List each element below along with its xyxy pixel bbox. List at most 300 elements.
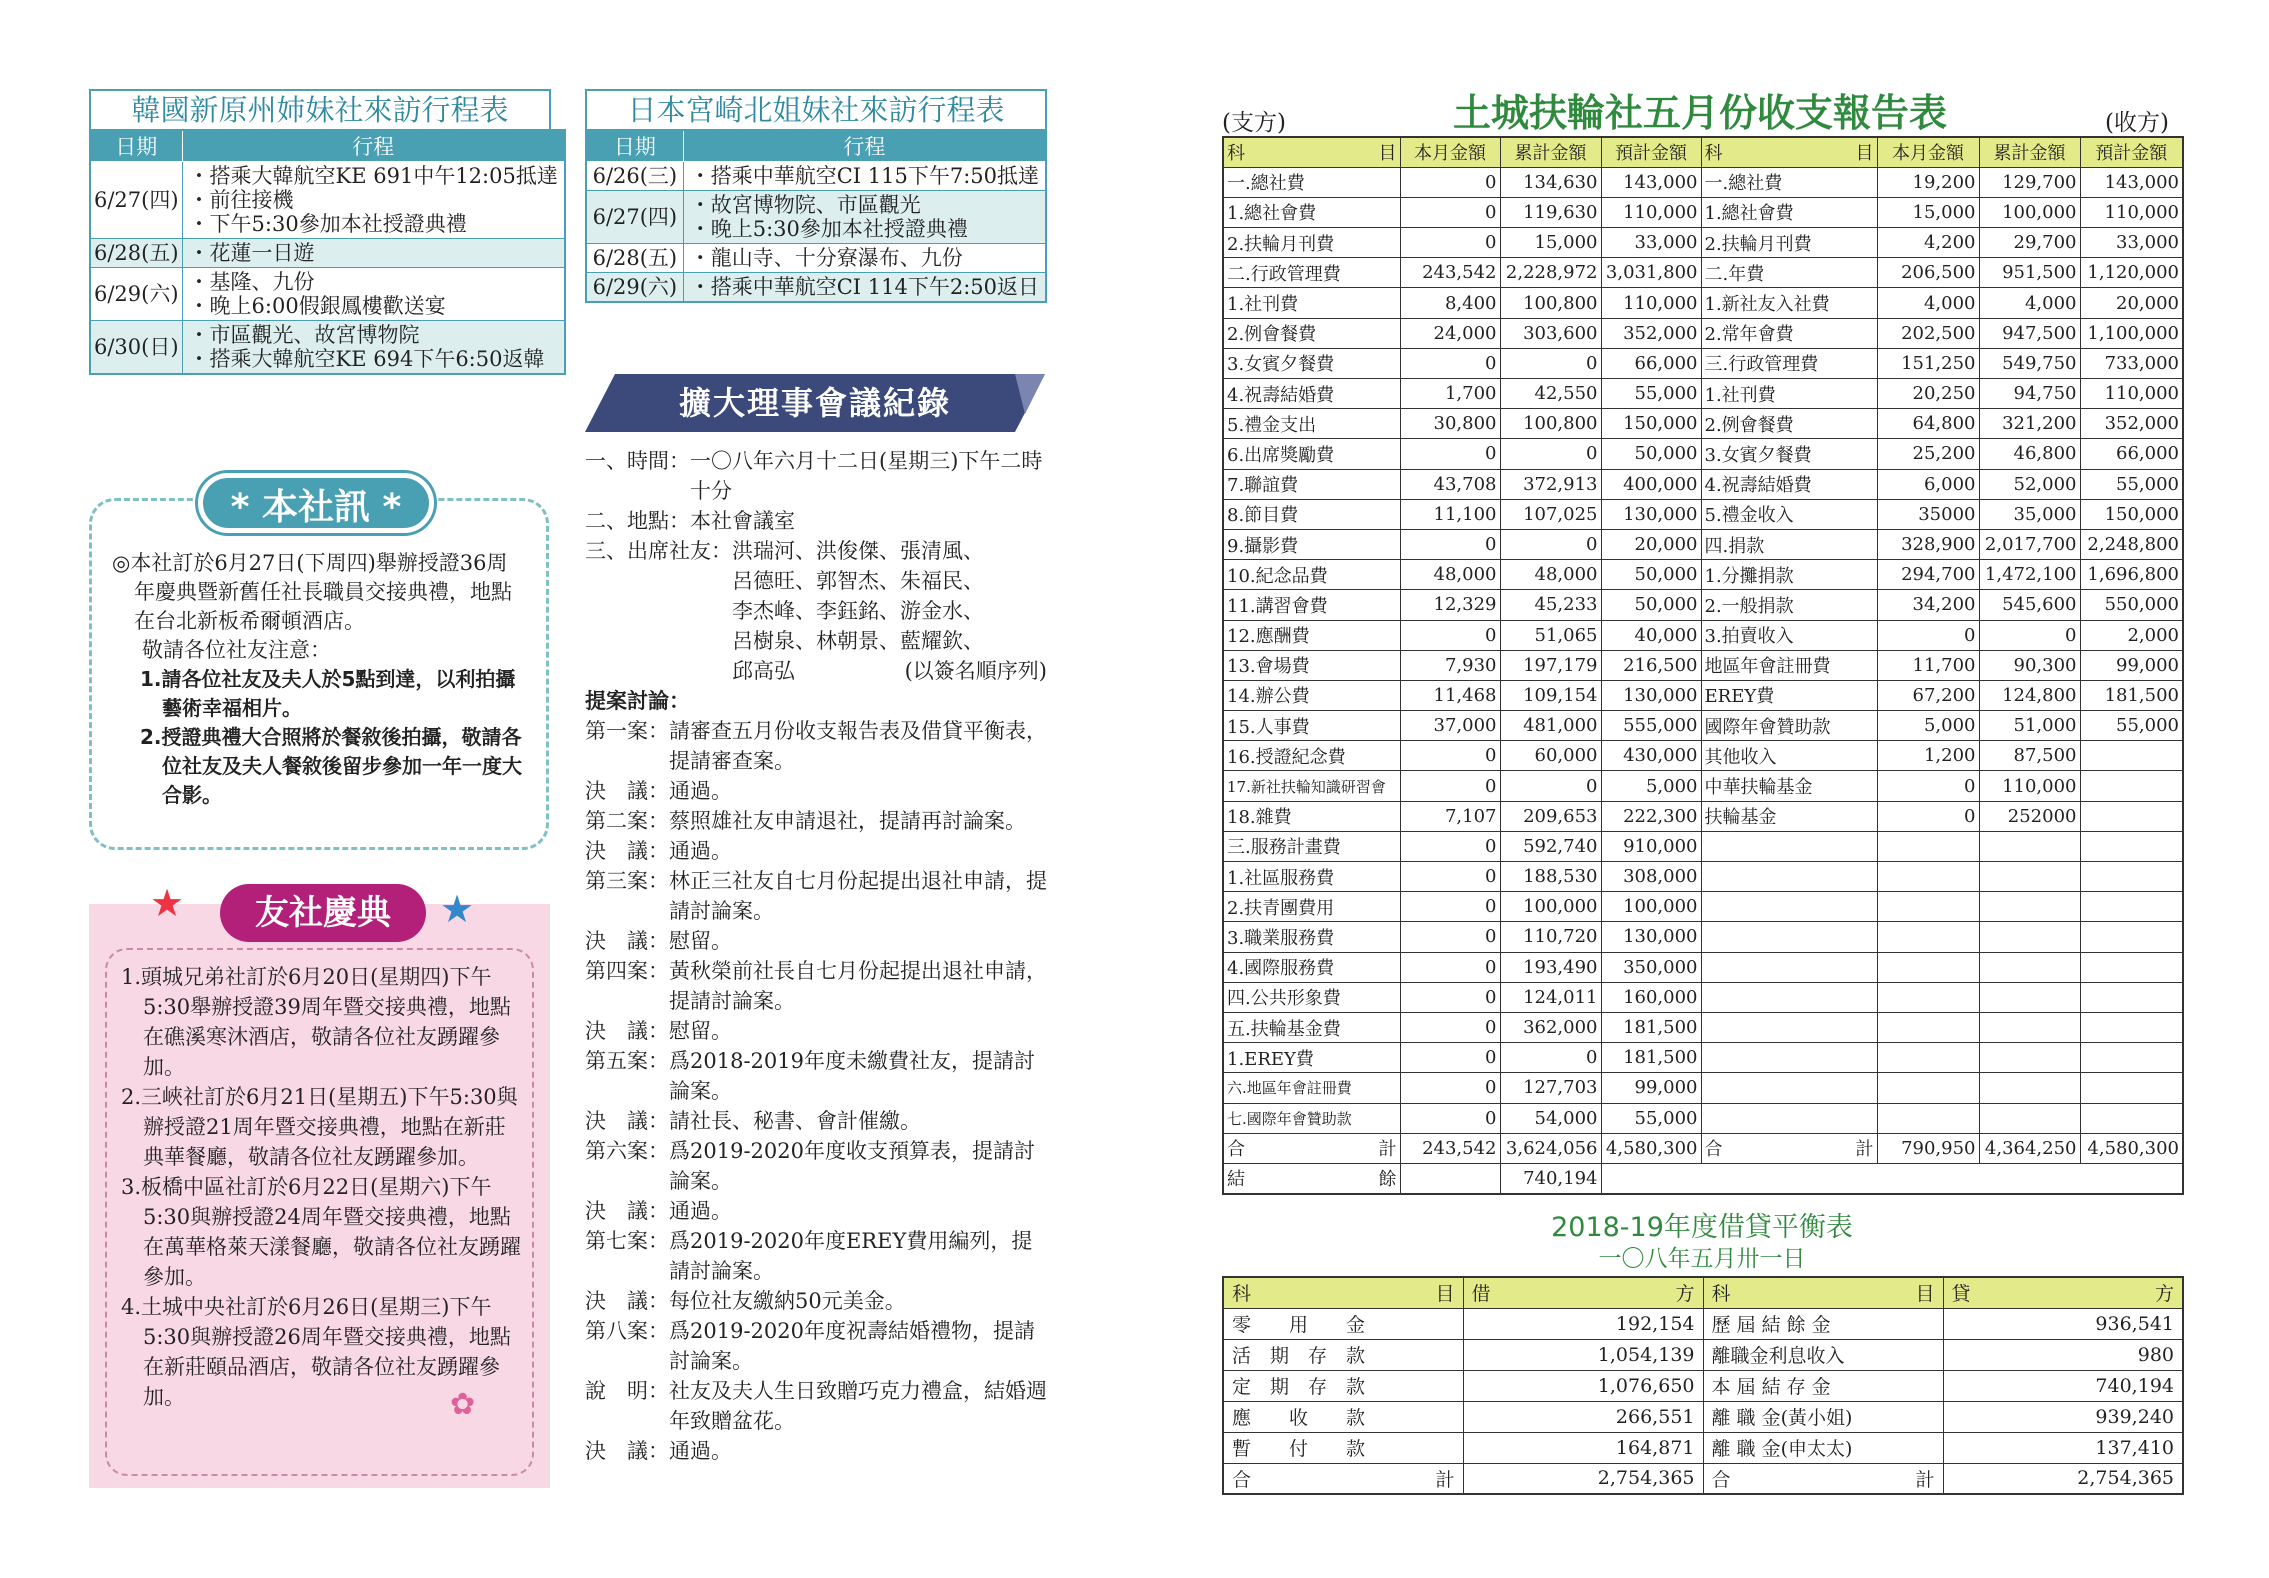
income-cum: 94,750 (1979, 379, 2080, 409)
proposal-text: 請社長、秘書、會計催繳。 (669, 1109, 921, 1133)
income-month: 20,250 (1877, 379, 1979, 409)
proposal-label: 說 明： (585, 1379, 669, 1403)
expense-cum: 134,630 (1500, 167, 1601, 197)
total-label: 計 (1378, 1139, 1397, 1161)
expense-cum: 48,000 (1500, 560, 1601, 590)
proposal-label: 決 議： (585, 779, 669, 803)
income-month: 19,200 (1877, 167, 1979, 197)
expense-month: 43,708 (1400, 469, 1500, 499)
income-subject: 2.常年會費 (1701, 318, 1877, 348)
subject-header: 目 (1915, 1283, 1935, 1306)
proposal-row (585, 1376, 1047, 1436)
empty-cell (1979, 892, 2080, 922)
expense-budget: 350,000 (1601, 952, 1701, 982)
empty-cell (1979, 982, 2080, 1012)
expense-month: 7,107 (1400, 801, 1500, 831)
credit-subject: 離 職 金(黃小姐) (1703, 1401, 1943, 1432)
expense-month: 30,800 (1400, 409, 1500, 439)
expense-cum: 100,000 (1500, 892, 1601, 922)
total-label: 合 (1704, 1139, 1723, 1161)
report-surplus-row (1223, 1163, 2183, 1193)
credit-subject: 本 屆 結 存 金 (1703, 1370, 1943, 1401)
expense-cum: 0 (1500, 1043, 1601, 1073)
friend-event: 3.板橋中區社訂於6月22日(星期六)下午5:30與辦授證24周年暨交接典禮，地點在萬華格萊天漾餐廳，敬請各位社友踴躍參加。 (121, 1175, 521, 1289)
expense-budget: 143,000 (1601, 167, 1701, 197)
report-row (1223, 228, 2183, 258)
empty-cell (1877, 862, 1979, 892)
empty-cell (1877, 922, 1979, 952)
expense-budget: 181,500 (1601, 1012, 1701, 1042)
income-cum: 549,750 (1979, 348, 2080, 378)
credit-amount: 137,410 (1943, 1432, 2183, 1463)
report-row (1223, 952, 2183, 982)
proposals-title: 提案討論： (585, 689, 690, 713)
expense-cum: 209,653 (1500, 801, 1601, 831)
income-budget: 1,120,000 (2080, 258, 2183, 288)
report-row (1223, 1043, 2183, 1073)
schedule-row (586, 273, 1046, 303)
report-row (1223, 892, 2183, 922)
expense-budget: 150,000 (1601, 409, 1701, 439)
income-budget: 352,000 (2080, 409, 2183, 439)
credit-subject: 離 職 金(申太太) (1703, 1432, 1943, 1463)
expense-month: 0 (1400, 922, 1500, 952)
proposal-text: 通過。 (669, 1439, 732, 1463)
debit-amount: 266,551 (1463, 1401, 1703, 1432)
income-month: 15,000 (1877, 197, 1979, 227)
expense-budget: 5,000 (1601, 771, 1701, 801)
report-row (1223, 982, 2183, 1012)
expense-budget: 130,000 (1601, 499, 1701, 529)
empty-cell (2080, 862, 2183, 892)
income-budget: 55,000 (2080, 469, 2183, 499)
income-subject: 1.社刊費 (1701, 379, 1877, 409)
expense-cum: 372,913 (1500, 469, 1601, 499)
debit-subject: 暫 付 款 (1223, 1432, 1463, 1463)
balance-row (1223, 1432, 2183, 1463)
income-subject: 1.分攤捐款 (1701, 560, 1877, 590)
income-subject: 4.祝壽結婚費 (1701, 469, 1877, 499)
total-label (1223, 1463, 1463, 1494)
empty-cell (1701, 831, 1877, 861)
income-subject: 其他收入 (1701, 741, 1877, 771)
expense-month: 0 (1400, 197, 1500, 227)
attendees-line: 李杰峰、李鈺銘、游金水、 (732, 599, 984, 623)
expense-budget: 50,000 (1601, 439, 1701, 469)
expense-subject: 15.人事費 (1223, 711, 1400, 741)
expense-cum: 42,550 (1500, 379, 1601, 409)
expense-budget: 400,000 (1601, 469, 1701, 499)
credit-header: 方 (2154, 1283, 2174, 1306)
club-news-badge: * 本社訊 * (198, 473, 434, 533)
report-row (1223, 862, 2183, 892)
income-subject: EREY費 (1701, 680, 1877, 710)
proposal-text: 爲2019-2020年度EREY費用編列，提請討論案。 (669, 1229, 1033, 1283)
expense-budget: 430,000 (1601, 741, 1701, 771)
proposal-row (585, 1106, 1047, 1136)
club-news (89, 498, 549, 850)
report-row (1223, 1012, 2183, 1042)
subject-header: 目 (1435, 1283, 1455, 1306)
debit-header: 借 (1471, 1283, 1491, 1306)
expense-month: 0 (1400, 831, 1500, 861)
empty-cell (1979, 831, 2080, 861)
budget-header: 預計金額 (2080, 137, 2183, 167)
trip-line: ・搭乘中華航空CI 115下午7:50抵達 (689, 164, 1039, 188)
expense-budget: 555,000 (1601, 711, 1701, 741)
report-row (1223, 801, 2183, 831)
empty-cell (1877, 982, 1979, 1012)
month-header: 本月金額 (1400, 137, 1500, 167)
expense-month: 12,329 (1400, 590, 1500, 620)
income-budget: 66,000 (2080, 439, 2183, 469)
expense-subject: 3.職業服務費 (1223, 922, 1400, 952)
report-row (1223, 590, 2183, 620)
expense-budget: 66,000 (1601, 348, 1701, 378)
subject-header: 科 (1704, 143, 1723, 165)
credit-amount: 936,541 (1943, 1308, 2183, 1339)
trip-line: ・基隆、九份 (188, 270, 315, 294)
schedule-row (586, 162, 1046, 191)
income-subject: 地區年會註冊費 (1701, 650, 1877, 680)
proposal-label: 決 議： (585, 1439, 669, 1463)
schedule-row (90, 268, 565, 321)
trip-line: ・下午5:30參加本社授證典禮 (188, 212, 467, 236)
credit-subject: 離職金利息收入 (1703, 1339, 1943, 1370)
expense-budget: 55,000 (1601, 379, 1701, 409)
income-budget: 33,000 (2080, 228, 2183, 258)
income-month: 67,200 (1877, 680, 1979, 710)
expense-subject: 2.扶青團費用 (1223, 892, 1400, 922)
expense-budget: 160,000 (1601, 982, 1701, 1012)
attendees-list (732, 536, 1047, 686)
income-budget: 55,000 (2080, 711, 2183, 741)
income-subject: 三.行政管理費 (1701, 348, 1877, 378)
expense-subject: 三.服務計畫費 (1223, 831, 1400, 861)
proposal-row (585, 1226, 1047, 1286)
expense-cum: 2,228,972 (1500, 258, 1601, 288)
debit-amount: 1,076,650 (1463, 1370, 1703, 1401)
trip-line: ・搭乘大韓航空KE 691中午12:05抵達 (188, 164, 558, 188)
proposal-row (585, 1136, 1047, 1196)
expense-cum: 0 (1500, 771, 1601, 801)
expense-subject: 7.聯誼費 (1223, 469, 1400, 499)
empty-cell (2080, 831, 2183, 861)
report-row (1223, 258, 2183, 288)
empty-cell (1701, 1012, 1877, 1042)
income-month: 202,500 (1877, 318, 1979, 348)
proposal-label: 決 議： (585, 929, 669, 953)
expense-cum: 100,800 (1500, 288, 1601, 318)
total-label (1223, 1133, 1400, 1163)
income-budget: 181,500 (2080, 680, 2183, 710)
budget-header: 預計金額 (1601, 137, 1701, 167)
trip-line: ・晚上6:00假銀鳳樓歡送宴 (188, 294, 446, 318)
empty-cell (1877, 831, 1979, 861)
schedule-trip (683, 191, 1046, 244)
expense-subject: 2.扶輪月刊費 (1223, 228, 1400, 258)
expense-subject: 4.祝壽結婚費 (1223, 379, 1400, 409)
expense-subject: 17.新社扶輪知識研習會 (1223, 771, 1400, 801)
date-header: 日期 (90, 130, 182, 162)
expense-month: 0 (1400, 982, 1500, 1012)
expense-budget: 910,000 (1601, 831, 1701, 861)
trip-line: ・前往接機 (188, 188, 294, 212)
expense-month: 11,468 (1400, 680, 1500, 710)
trip-line: ・龍山寺、十分寮瀑布、九份 (689, 246, 963, 270)
expense-month: 11,100 (1400, 499, 1500, 529)
income-budget: 2,248,800 (2080, 529, 2183, 559)
korea-schedule-table (89, 129, 566, 375)
report-row (1223, 680, 2183, 710)
expense-budget: 50,000 (1601, 560, 1701, 590)
proposal-text: 社友及夫人生日致贈巧克力禮盒，結婚週年致贈盆花。 (669, 1379, 1047, 1433)
empty-cell (1701, 892, 1877, 922)
report-row (1223, 771, 2183, 801)
proposal-row (585, 716, 1047, 776)
right-tag: (收方) (2105, 110, 2169, 136)
trip-header: 行程 (182, 130, 565, 162)
subject-header: 目 (1855, 143, 1874, 165)
total-label (1701, 1133, 1877, 1163)
proposal-label: 第二案： (585, 809, 669, 833)
expense-subject: 六.地區年會註冊費 (1223, 1073, 1400, 1103)
proposal-label: 第三案： (585, 869, 669, 893)
report-row (1223, 167, 2183, 197)
proposal-text: 通過。 (669, 1199, 732, 1223)
debit-header: 方 (1675, 1283, 1695, 1306)
income-total: 4,364,250 (1979, 1133, 2080, 1163)
debit-amount: 192,154 (1463, 1308, 1703, 1339)
income-month: 0 (1877, 801, 1979, 831)
empty-cell (1979, 862, 2080, 892)
income-cum: 46,800 (1979, 439, 2080, 469)
income-subject: 二.年費 (1701, 258, 1877, 288)
empty-cell (1877, 952, 1979, 982)
schedule-row (90, 239, 565, 268)
proposal-text: 爲2019-2020年度收支預算表，提請討論案。 (669, 1139, 1035, 1193)
subject-header: 目 (1378, 143, 1397, 165)
expense-month: 0 (1400, 1103, 1500, 1133)
attendees-line: 呂德旺、郭智杰、朱福民、 (732, 569, 984, 593)
income-total: 790,950 (1877, 1133, 1979, 1163)
income-budget: 1,696,800 (2080, 560, 2183, 590)
income-month: 328,900 (1877, 529, 1979, 559)
attendees-line: 邱高弘 (732, 659, 795, 683)
proposal-list (585, 716, 1047, 1466)
club-news-box (89, 498, 549, 850)
proposal-text: 每位社友繳納50元美金。 (669, 1289, 906, 1313)
empty-cell (1979, 1012, 2080, 1042)
income-budget: 550,000 (2080, 590, 2183, 620)
expense-month: 0 (1400, 1073, 1500, 1103)
income-cum: 0 (1979, 620, 2080, 650)
japan-schedule-title: 日本宮崎北姐妹社來訪行程表 (585, 89, 1047, 129)
income-budget: 143,000 (2080, 167, 2183, 197)
expense-cum: 124,011 (1500, 982, 1601, 1012)
proposal-text: 請審查五月份收支報告表及借貸平衡表，提請審查案。 (669, 719, 1047, 773)
expense-subject: 5.禮金支出 (1223, 409, 1400, 439)
club-news-intro: ◎本社訂於6月27日(下周四)舉辦授證36周年慶典暨新舊任社長職員交接典禮，地點在台北新板希爾頓酒店。 (112, 551, 512, 633)
income-budget (2080, 741, 2183, 771)
income-month: 0 (1877, 620, 1979, 650)
income-cum: 35,000 (1979, 499, 2080, 529)
debit-amount: 1,054,139 (1463, 1339, 1703, 1370)
trip-line: ・晚上5:30參加本社授證典禮 (689, 217, 968, 241)
proposal-label: 第四案： (585, 959, 669, 983)
expense-subject: 1.EREY費 (1223, 1043, 1400, 1073)
report-row (1223, 741, 2183, 771)
schedule-date: 6/29(六) (586, 273, 683, 303)
income-expense-report (1222, 136, 2184, 1195)
total-label (1703, 1463, 1943, 1494)
surplus-label: 餘 (1378, 1169, 1397, 1191)
total-label: 計 (1435, 1468, 1455, 1491)
attendees-line: 洪瑞河、洪俊傑、張清風、 (732, 539, 984, 563)
proposal-row (585, 1286, 1047, 1316)
expense-budget: 216,500 (1601, 650, 1701, 680)
month-header: 本月金額 (1877, 137, 1979, 167)
proposal-text: 爲2018-2019年度未繳費社友，提請討論案。 (669, 1049, 1035, 1103)
income-cum: 29,700 (1979, 228, 2080, 258)
report-row (1223, 348, 2183, 378)
schedule-trip (182, 239, 565, 268)
report-row (1223, 620, 2183, 650)
proposal-row (585, 926, 1047, 956)
income-subject: 5.禮金收入 (1701, 499, 1877, 529)
friend-event: 4.土城中央社訂於6月26日(星期三)下午5:30與辦授證26周年暨交接典禮，地點在新莊頤品酒店，敬請各位社友踴躍參加。 (121, 1295, 511, 1409)
friend-event: 1.頭城兄弟社訂於6月20日(星期四)下午5:30舉辦授證39周年暨交接典禮，地點在礁溪寒沐酒店，敬請各位社友踴躍參加。 (121, 965, 511, 1079)
income-subject: 一.總社費 (1701, 167, 1877, 197)
income-budget: 110,000 (2080, 379, 2183, 409)
income-month: 4,200 (1877, 228, 1979, 258)
empty-cell (2080, 1103, 2183, 1133)
expense-subject: 七.國際年會贊助款 (1223, 1103, 1400, 1133)
expense-subject: 9.攝影費 (1223, 529, 1400, 559)
expense-cum: 481,000 (1500, 711, 1601, 741)
schedule-date: 6/28(五) (90, 239, 182, 268)
income-cum: 951,500 (1979, 258, 2080, 288)
expense-month: 0 (1400, 167, 1500, 197)
empty-cell (1979, 922, 2080, 952)
proposal-row (585, 1046, 1047, 1106)
attendees-note: (以簽名順序列) (904, 659, 1047, 683)
meeting-place: 本社會議室 (690, 509, 795, 533)
debit-subject: 應 收 款 (1223, 1401, 1463, 1432)
schedule-trip (182, 321, 565, 375)
expense-month: 0 (1400, 439, 1500, 469)
report-row (1223, 439, 2183, 469)
income-month: 25,200 (1877, 439, 1979, 469)
surplus-label (1223, 1163, 1400, 1193)
expense-subject: 四.公共形象費 (1223, 982, 1400, 1012)
japan-schedule (585, 89, 1047, 303)
expense-month: 0 (1400, 741, 1500, 771)
left-tag: (支方) (1222, 110, 1286, 136)
surplus-label: 結 (1227, 1169, 1245, 1191)
report-row (1223, 469, 2183, 499)
total-label: 合 (1227, 1139, 1245, 1161)
income-subject: 3.女賓夕餐費 (1701, 439, 1877, 469)
expense-budget: 308,000 (1601, 862, 1701, 892)
proposal-label: 決 議： (585, 1199, 669, 1223)
expense-cum: 15,000 (1500, 228, 1601, 258)
proposal-label: 第五案： (585, 1049, 669, 1073)
balance-row (1223, 1308, 2183, 1339)
friend-club-badge: 友社慶典 (220, 884, 426, 942)
income-month: 5,000 (1877, 711, 1979, 741)
expense-subject: 一.總社費 (1223, 167, 1400, 197)
income-subject: 1.新社友入社費 (1701, 288, 1877, 318)
income-cum: 1,472,100 (1979, 560, 2080, 590)
proposal-label: 第一案： (585, 719, 669, 743)
balance-sheet (1222, 1276, 2184, 1495)
expense-budget: 99,000 (1601, 1073, 1701, 1103)
attendees-label: 三、出席社友： (585, 539, 732, 563)
report-title: 土城扶輪社五月份收支報告表 (1452, 91, 1947, 135)
expense-cum: 592,740 (1500, 831, 1601, 861)
trip-line: ・故宮博物院、市區觀光 (689, 193, 921, 217)
income-subject: 2.扶輪月刊費 (1701, 228, 1877, 258)
income-budget: 2,000 (2080, 620, 2183, 650)
income-budget: 150,000 (2080, 499, 2183, 529)
schedule-date: 6/29(六) (90, 268, 182, 321)
income-cum: 90,300 (1979, 650, 2080, 680)
report-row (1223, 711, 2183, 741)
report-row (1223, 409, 2183, 439)
expense-cum: 51,065 (1500, 620, 1601, 650)
income-budget: 99,000 (2080, 650, 2183, 680)
report-row (1223, 922, 2183, 952)
expense-cum: 119,630 (1500, 197, 1601, 227)
empty-cell (1400, 1163, 1500, 1193)
empty-cell (1701, 982, 1877, 1012)
schedule-date: 6/30(日) (90, 321, 182, 375)
expense-cum: 197,179 (1500, 650, 1601, 680)
income-subject: 2.一般捐款 (1701, 590, 1877, 620)
income-cum: 321,200 (1979, 409, 2080, 439)
total-label: 合 (1232, 1468, 1252, 1491)
expense-total: 4,580,300 (1601, 1133, 1701, 1163)
income-month: 294,700 (1877, 560, 1979, 590)
income-budget (2080, 771, 2183, 801)
empty-cell (1877, 892, 1979, 922)
expense-subject: 18.雜費 (1223, 801, 1400, 831)
expense-cum: 100,800 (1500, 409, 1601, 439)
debit-total: 2,754,365 (1463, 1463, 1703, 1494)
expense-subject: 14.辦公費 (1223, 680, 1400, 710)
expense-month: 7,930 (1400, 650, 1500, 680)
expense-subject: 12.應酬費 (1223, 620, 1400, 650)
schedule-row (586, 191, 1046, 244)
schedule-trip (182, 268, 565, 321)
proposal-label: 第八案： (585, 1319, 669, 1343)
credit-header: 貸 (1951, 1283, 1971, 1306)
report-row (1223, 499, 2183, 529)
expense-subject: 10.紀念品費 (1223, 560, 1400, 590)
schedule-trip (683, 162, 1046, 191)
expense-cum: 110,720 (1500, 922, 1601, 952)
report-row (1223, 1073, 2183, 1103)
korea-schedule-title: 韓國新原州姉妹社來訪行程表 (89, 89, 551, 129)
income-cum: 87,500 (1979, 741, 2080, 771)
empty-cell (1979, 1043, 2080, 1073)
balance-row (1223, 1401, 2183, 1432)
empty-cell (2080, 982, 2183, 1012)
expense-cum: 107,025 (1500, 499, 1601, 529)
empty-cell (1701, 1103, 1877, 1133)
expense-total: 3,624,056 (1500, 1133, 1601, 1163)
